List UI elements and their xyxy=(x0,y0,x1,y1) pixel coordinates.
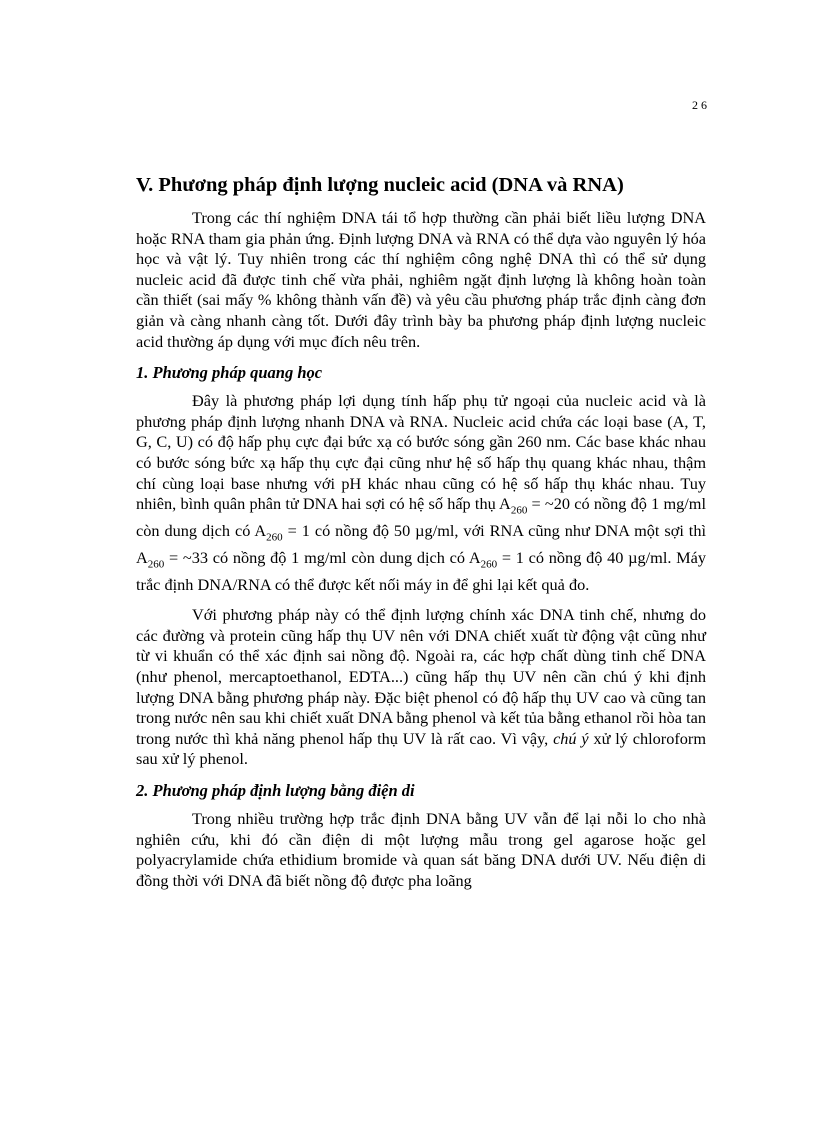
optical-paragraph-1 xyxy=(136,391,706,595)
section-title: V. Phương pháp định lượng nucleic acid (DNA và RNA) xyxy=(136,174,624,196)
subscript-260: 260 xyxy=(147,558,165,571)
text-run: Đây là phương pháp lợi dụng tính hấp phụ tử ngoại của nucleic acid và là phương pháp định lượng nhanh DNA và RNA. Nucleic acid chứa các loại base (A, T, G, C, U) có độ hấp phụ cực đại bức xạ có bước sóng gần 260 nm. Các base khác nhau có bước sóng bức xạ hấp thụ cực đại cũng như hệ số hấp thụ quang khác nhau, thậm chí cùng loại base nhưng với pH khác nhau cũng có hệ số hấp thụ khác nhau. Tuy nhiên, bình quân phân tử DNA hai sợi có hệ số hấp thụ A xyxy=(136,391,706,514)
text-run: Với phương pháp này có thể định lượng chính xác DNA tinh chế, nhưng do các đường và protein cũng hấp thụ UV nên với DNA chiết xuất từ động vật cũng như từ vi khuẩn có thể xác định sai nồng độ. Ngoài ra, các hợp chất dùng tinh chế DNA (như phenol, mercaptoethanol, EDTA...) cũng hấp thụ UV nên cần chú ý khi định lượng DNA bằng phương pháp này. Đặc biệt phenol có độ hấp thụ UV cao và cũng tan trong nước nên sau khi chiết xuất DNA bằng phenol và kết tủa bằng ethanol rồi hòa tan trong nước thì khả năng phenol hấp thụ UV là rất cao. Vì vậy, xyxy=(136,605,706,748)
subsection-heading-electrophoresis: 2. Phương pháp định lượng bằng điện di xyxy=(136,781,415,800)
text-run: = ~20 có nồng độ 1 mg/ml còn dung dịch có A xyxy=(136,494,706,540)
subscript-260: 260 xyxy=(480,558,498,571)
emphasis-note: chú ý xyxy=(553,728,589,748)
page-number: 26 xyxy=(692,98,710,112)
text-run: xử lý chloroform sau xử lý phenol. xyxy=(136,728,706,769)
subscript-260: 260 xyxy=(510,504,528,517)
subsection-heading-optical: 1. Phương pháp quang học xyxy=(136,363,323,383)
subscript-260: 260 xyxy=(266,531,283,544)
electrophoresis-paragraph-1: Trong nhiều trường hợp trắc định DNA bằng UV vẫn để lại nỗi lo cho nhà nghiên cứu, khi đó cần điện di một lượng mẫu trong gel agarose hoặc gel polyacrylamide chứa ethidium bromide và quan sát băng DNA dưới UV. Nếu điện di đồng thời với DNA đã biết nồng độ được pha loãng xyxy=(136,809,706,890)
optical-paragraph-2 xyxy=(136,605,706,770)
text-run: = 1 có nồng độ 50 µg/ml, với RNA cũng như DNA một sợi thì A xyxy=(136,520,706,567)
intro-paragraph: Trong các thí nghiệm DNA tái tổ hợp thường cần phải biết liều lượng DNA hoặc RNA tham gia phản ứng. Định lượng DNA và RNA có thể dựa vào nguyên lý hóa học và vật lý. Tuy nhiên trong các thí nghiệm công nghệ DNA thì có thể sử dụng nucleic acid đã được tinh chế vừa phải, nghiêm ngặt định lượng là không hoàn toàn cần thiết (sai mấy % không thành vấn đề) và yêu cầu phương pháp trắc định càng đơn giản và càng nhanh càng tốt. Dưới đây trình bày ba phương pháp định lượng nucleic acid thường áp dụng với mục đích nêu trên. xyxy=(136,208,706,351)
text-run: = 1 có nồng độ 40 µg/ml. Máy trắc định DNA/RNA có thể được kết nối máy in để ghi lại kết quả đo. xyxy=(136,547,707,594)
text-run: = ~33 có nồng độ 1 mg/ml còn dung dịch có A xyxy=(164,547,481,567)
page-content xyxy=(136,172,706,901)
